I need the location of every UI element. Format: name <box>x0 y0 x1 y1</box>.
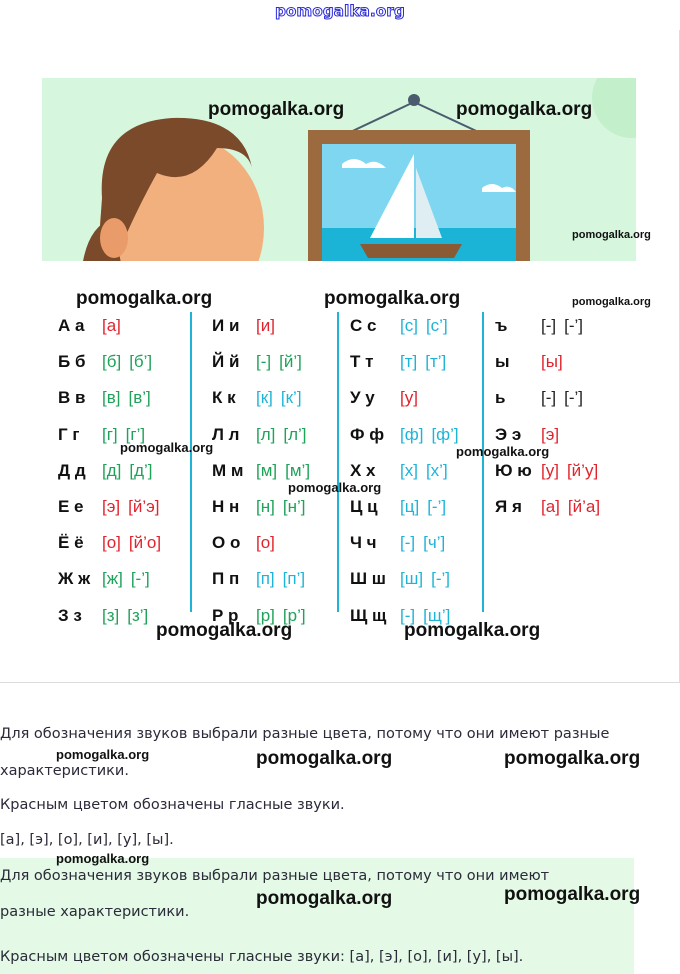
watermark: pomogalka.org <box>256 888 393 909</box>
letter: Е е <box>58 497 84 516</box>
alphabet-row <box>350 420 459 450</box>
column-divider <box>482 312 484 612</box>
letter: ы <box>495 352 510 372</box>
letter: Б б <box>58 352 86 372</box>
watermark: pomogalka.org <box>76 288 213 309</box>
watermark: pomogalka.org <box>56 851 150 866</box>
letter: Щ щ <box>350 605 387 625</box>
letter: П п <box>212 569 240 589</box>
sound-transcription: [э] <box>541 424 560 444</box>
sound-transcription: [р’] <box>282 605 306 625</box>
sound-transcription: [-’] <box>130 569 150 589</box>
sound-transcription: [й’а] <box>567 497 601 516</box>
sound-transcription: [г] <box>102 424 118 444</box>
explanation-line: Красным цветом обозначены гласные звуки. <box>0 797 345 813</box>
letter: О о <box>212 533 241 553</box>
alphabet-row <box>212 492 305 522</box>
letter: Н н <box>212 497 240 516</box>
alphabet-row <box>212 347 302 377</box>
alphabet-row <box>495 383 583 413</box>
watermark: pomogalka.org <box>120 440 214 455</box>
letter: Ё ё <box>58 533 84 553</box>
sound-transcription: [й’] <box>279 352 302 372</box>
alphabet-row <box>495 492 600 522</box>
letter: Й й <box>212 352 240 372</box>
alphabet-row <box>350 347 446 377</box>
alphabet-row <box>58 601 148 631</box>
alphabet-row <box>212 528 275 558</box>
alphabet-row <box>350 492 446 522</box>
alphabet-row <box>212 311 275 341</box>
watermark: pomogalka.org <box>456 99 593 120</box>
sound-transcription: [н’] <box>282 497 306 516</box>
alphabet-row <box>58 456 153 486</box>
sound-transcription: [б’] <box>129 352 153 372</box>
sound-transcription: [ф] <box>400 424 424 444</box>
column-divider <box>337 312 339 612</box>
column-divider <box>190 312 192 612</box>
letter: Х х <box>350 460 376 480</box>
explanation-line: Для обозначения звуков выбрали разные цвета, потому что они имеют разные <box>0 726 610 742</box>
sound-transcription: [щ’] <box>423 605 451 625</box>
letter: А а <box>58 316 85 335</box>
sound-transcription: [у] <box>400 388 418 408</box>
letter: Я я <box>495 497 522 516</box>
sound-transcription: [д’] <box>129 460 153 480</box>
alphabet-row <box>212 420 307 450</box>
letter: Д д <box>58 460 86 480</box>
sound-transcription: [п’] <box>282 569 306 589</box>
watermark: pomogalka.org <box>504 884 641 905</box>
alphabet-row <box>58 528 161 558</box>
sound-transcription: [о] <box>256 533 275 553</box>
sound-transcription: [в’] <box>128 388 151 408</box>
sound-transcription: [х] <box>400 460 418 480</box>
alphabet-row <box>212 383 302 413</box>
letter: У у <box>350 388 375 408</box>
sound-transcription: [-’] <box>564 316 583 335</box>
sound-transcription: [й’у] <box>566 460 599 480</box>
watermark: pomogalka.org <box>456 444 550 459</box>
alphabet-row <box>495 456 598 486</box>
watermark: pomogalka.org <box>324 288 461 309</box>
alphabet-row <box>58 311 121 341</box>
explanation-line: [а], [э], [о], [и], [у], [ы]. <box>0 832 174 848</box>
sound-transcription: [-] <box>400 605 416 625</box>
sound-transcription: [л] <box>256 424 276 444</box>
letter: М м <box>212 460 244 480</box>
letter: Ц ц <box>350 497 378 516</box>
sound-transcription: [р] <box>256 605 275 625</box>
sound-transcription: [й’э] <box>128 497 160 516</box>
sound-transcription: [к’] <box>280 388 302 408</box>
watermark: pomogalka.org <box>504 748 641 769</box>
alphabet-row <box>350 311 448 341</box>
letter: К к <box>212 388 236 408</box>
alphabet-row <box>58 347 152 377</box>
sound-transcription: [-’] <box>431 569 450 589</box>
alphabet-row <box>58 564 150 594</box>
sound-transcription: [а] <box>102 316 121 335</box>
alphabet-row <box>495 347 563 377</box>
letter: Ш ш <box>350 569 386 589</box>
watermark: pomogalka.org <box>404 620 541 641</box>
watermark: pomogalka.org <box>156 620 293 641</box>
sound-transcription: [у] <box>541 460 559 480</box>
sound-transcription: [м] <box>256 460 278 480</box>
sound-transcription: [-] <box>256 352 272 372</box>
letter: Р р <box>212 605 239 625</box>
sound-transcription: [о] <box>102 533 121 553</box>
sound-transcription: [г’] <box>125 424 146 444</box>
sound-transcription: [э] <box>102 497 121 516</box>
sound-transcription: [й’о] <box>128 533 162 553</box>
letter: Э э <box>495 424 522 444</box>
answer-line: Красным цветом обозначены гласные звуки: [а], [э], [о], [и], [у], [ы]. <box>0 949 524 965</box>
alphabet-row <box>350 528 445 558</box>
letter: С с <box>350 316 377 335</box>
letter: Ф ф <box>350 424 385 444</box>
sound-transcription: [с’] <box>425 316 448 335</box>
sound-transcription: [с] <box>400 316 418 335</box>
watermark: pomogalka.org <box>288 480 382 495</box>
alphabet-row <box>58 492 160 522</box>
watermark: pomogalka.org <box>256 748 393 769</box>
sound-transcription: [т’] <box>425 352 447 372</box>
sound-transcription: [и] <box>256 316 275 335</box>
sound-transcription: [т] <box>400 352 418 372</box>
sound-transcription: [ы] <box>541 352 563 372</box>
answer-line: разные характеристики. <box>0 904 190 920</box>
sound-transcription: [з’] <box>127 605 149 625</box>
sound-transcription: [-’] <box>564 388 583 408</box>
letter: З з <box>58 605 82 625</box>
letter: Ю ю <box>495 460 532 480</box>
sound-transcription: [з] <box>102 605 120 625</box>
sound-transcription: [ж] <box>102 569 123 589</box>
sound-transcription: [-] <box>400 533 416 553</box>
letter: Т т <box>350 352 374 372</box>
sound-transcription: [д] <box>102 460 122 480</box>
explanation-line: характеристики. <box>0 763 129 779</box>
letter: ъ <box>495 316 508 335</box>
alphabet-row <box>495 311 583 341</box>
sound-transcription: [б] <box>102 352 122 372</box>
watermark: pomogalka.org <box>572 229 651 241</box>
sound-transcription: [-] <box>541 388 557 408</box>
alphabet-row <box>58 383 151 413</box>
sound-transcription: [ч’] <box>423 533 446 553</box>
watermark: pomogalka.org <box>572 296 651 308</box>
sound-transcription: [-] <box>541 316 557 335</box>
letter: Г г <box>58 424 80 444</box>
sound-transcription: [-’] <box>427 497 447 516</box>
letter: Ч ч <box>350 533 377 553</box>
sound-transcription: [л’] <box>283 424 307 444</box>
letter: Ж ж <box>58 569 91 589</box>
letter: Л л <box>212 424 240 444</box>
alphabet-row <box>350 564 450 594</box>
sound-transcription: [х’] <box>425 460 448 480</box>
alphabet-row <box>350 383 418 413</box>
sound-transcription: [н] <box>256 497 275 516</box>
alphabet-row <box>212 564 305 594</box>
watermark: pomogalka.org <box>208 99 345 120</box>
letter: И и <box>212 316 240 335</box>
sound-transcription: [п] <box>256 569 275 589</box>
sound-transcription: [а] <box>541 497 560 516</box>
letter: ь <box>495 388 506 408</box>
watermark: pomogalka.org <box>56 747 150 762</box>
letter: В в <box>58 388 86 408</box>
sound-transcription: [к] <box>256 388 273 408</box>
top-watermark: pomogalka.org <box>275 2 405 20</box>
sound-transcription: [ш] <box>400 569 424 589</box>
sound-transcription: [в] <box>102 388 121 408</box>
sound-transcription: [ф’] <box>431 424 459 444</box>
sound-transcription: [ц] <box>400 497 420 516</box>
answer-line: Для обозначения звуков выбрали разные цвета, потому что они имеют <box>0 868 550 884</box>
sound-transcription: [м’] <box>285 460 311 480</box>
